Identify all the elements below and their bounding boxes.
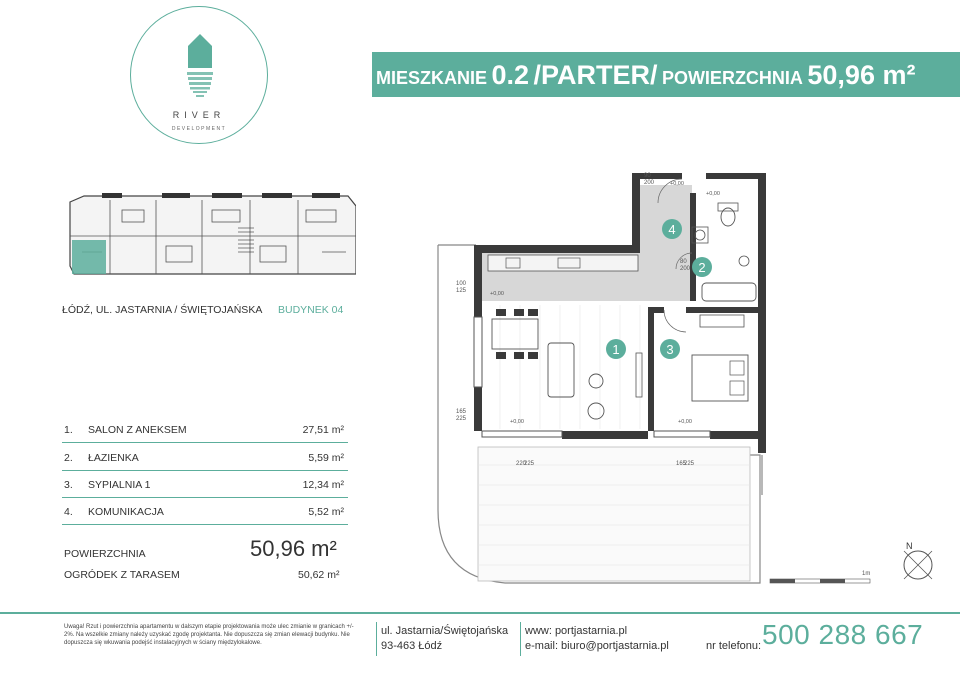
logo-emblem-icon — [180, 20, 220, 106]
svg-text:3: 3 — [666, 342, 674, 357]
dimension-label: 165 — [676, 461, 687, 467]
footer-divider — [0, 612, 960, 614]
dimension-label: 200 — [680, 266, 691, 272]
dimension-label: 165 — [456, 409, 467, 415]
kitchen-counter — [488, 255, 638, 271]
svg-text:4: 4 — [668, 222, 676, 237]
address: ŁÓDŹ, UL. JASTARNIA / ŚWIĘTOJAŃSKA — [62, 304, 263, 316]
divider — [62, 470, 348, 471]
footer-website-link[interactable]: www: portjastarnia.pl — [525, 625, 628, 637]
dimension-label: 225 — [456, 416, 467, 422]
svg-text:1: 1 — [612, 342, 620, 357]
level-mark: +0,00 — [510, 419, 524, 425]
building-key-plan — [62, 192, 356, 284]
footer-email-link[interactable]: e-mail: biuro@portjastarnia.pl — [525, 640, 669, 652]
bed-icon — [692, 355, 748, 401]
floor-name: /PARTER/ — [533, 60, 658, 90]
hall-floor — [640, 185, 692, 301]
level-mark: +0,00 — [678, 419, 692, 425]
level-mark: +0,00 — [490, 291, 504, 297]
brand-name: RIVER — [172, 110, 226, 120]
area-label: POWIERZCHNIA — [661, 68, 803, 88]
footer-phone-number[interactable]: 500 288 667 — [762, 619, 924, 650]
footer-phone-label: nr telefonu: — [706, 640, 762, 652]
dimension-label: 200 — [644, 180, 655, 186]
compass-icon — [904, 541, 932, 579]
divider — [376, 622, 377, 656]
room-marker-2 — [692, 257, 712, 277]
dimension-label: 125 — [456, 288, 467, 294]
scale-bar — [770, 571, 870, 583]
dimension-label: 80 — [680, 259, 687, 265]
area-value: 50,96 m² — [807, 60, 916, 90]
floor-plan — [430, 165, 950, 585]
dimension-label: 225 — [524, 461, 535, 467]
dimension-label: 225 — [684, 461, 695, 467]
room-marker-4 — [662, 219, 682, 239]
dimension-label: 100 — [456, 281, 467, 287]
dimension-label: 90 — [644, 173, 651, 179]
svg-text:2: 2 — [698, 260, 706, 275]
divider — [62, 497, 348, 498]
room-marker-3 — [660, 339, 680, 359]
footer-street: ul. Jastarnia/Świętojańska — [381, 625, 509, 637]
level-mark: +0,00 — [706, 191, 720, 197]
room-row: 1. SALON Z ANEKSEM 27,51 m² — [64, 424, 344, 436]
building-label: BUDYNEK 04 — [278, 304, 344, 316]
room-row: 4. KOMUNIKACJA 5,52 m² — [64, 506, 344, 518]
garden-value: 50,62 m² — [298, 569, 340, 581]
total-area-label: POWIERZCHNIA — [64, 548, 146, 560]
wall — [474, 245, 482, 317]
divider — [62, 524, 348, 525]
bathtub-icon — [702, 283, 756, 301]
footer-city: 93-463 Łódź — [381, 640, 443, 652]
svg-text:N: N — [906, 541, 913, 551]
room-row: 3. SYPIALNIA 1 12,34 m² — [64, 479, 344, 491]
dimension-label: 220 — [516, 461, 527, 467]
apartment-label: MIESZKANIE — [376, 68, 488, 88]
room-row: 2. ŁAZIENKA 5,59 m² — [64, 452, 344, 464]
footer-disclaimer: Uwaga! Rzut i powierzchnia apartamentu w dalszym etapie projektowania może ulec zmianie w granicach +/- 2%. Na wszelkie zmiany należy uzyskać zgodę projektanta. Nie dopuszcza się zmian elewacji budynku. Nie dopuszcza się wkuwania podejść instalacyjnych w ściany międzylokalowe. — [64, 624, 354, 646]
wardrobe-icon — [700, 315, 744, 327]
level-mark: +0,00 — [670, 181, 684, 187]
highlighted-apartment — [72, 240, 106, 274]
total-area-value: 50,96 m² — [250, 536, 337, 561]
washbasin-icon — [739, 256, 749, 266]
garden-label: OGRÓDEK Z TARASEM — [64, 569, 180, 581]
room-marker-1 — [606, 339, 626, 359]
divider — [62, 442, 348, 443]
brand-subtitle: DEVELOPMENT — [171, 126, 227, 132]
apartment-number: 0.2 — [491, 60, 530, 90]
divider — [520, 622, 521, 656]
page-title — [376, 55, 915, 95]
terrace — [478, 447, 750, 581]
svg-text:1m: 1m — [862, 571, 871, 577]
